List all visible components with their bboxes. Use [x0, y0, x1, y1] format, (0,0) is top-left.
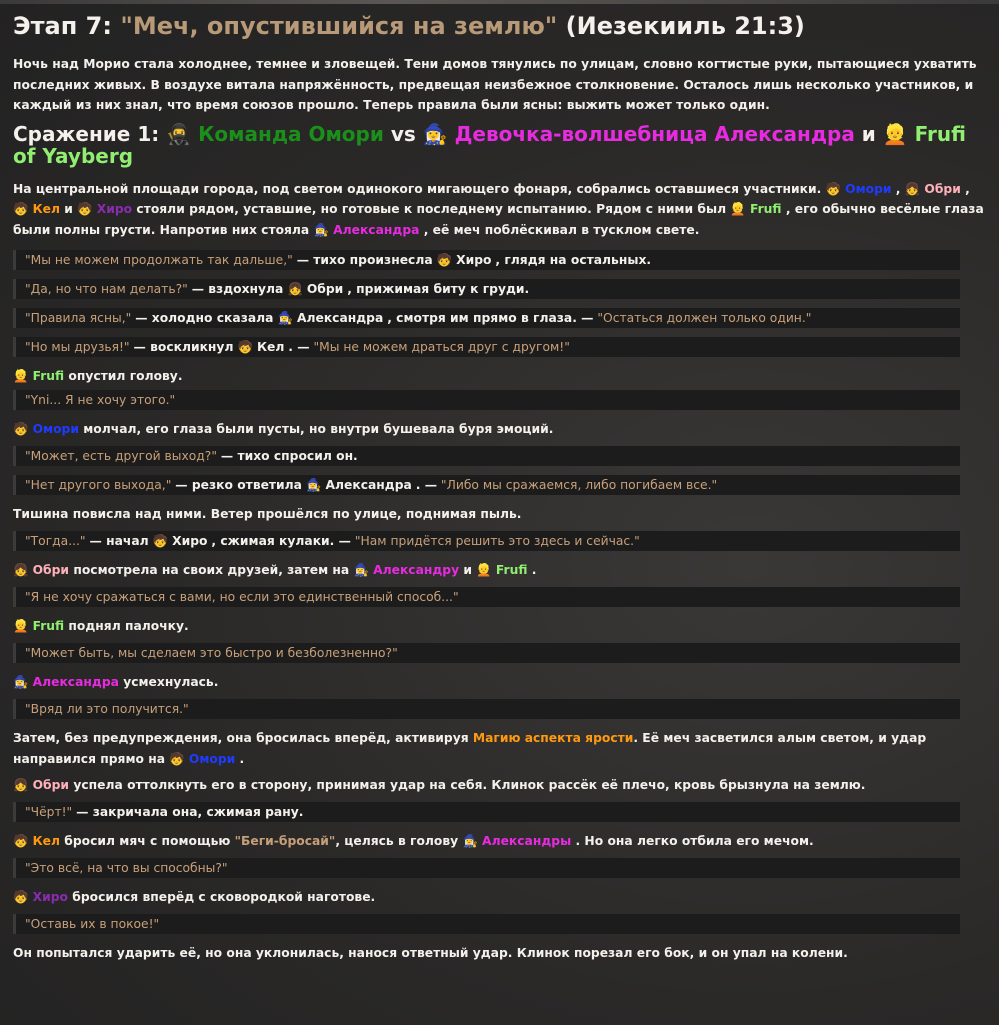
quote-tail: , сжимая кулаки. —: [211, 534, 351, 548]
stage-reference: (Иезекииль 21:3): [565, 12, 805, 40]
name-hiro: Хиро: [456, 253, 492, 267]
quote-block: [13, 858, 960, 878]
quote-text: "Остаться должен только один.": [597, 311, 812, 325]
quote-block: [13, 390, 960, 410]
name-alexandra: Александра: [296, 311, 384, 325]
name-frufi: Frufi: [32, 619, 65, 633]
quote-text: "Yni... Я не хочу этого.": [25, 393, 176, 407]
name-obri: Обри: [32, 778, 70, 792]
quote-block: [13, 250, 960, 270]
name-omori: Омори: [32, 422, 79, 436]
text: На центральной площади города, под светом одинокого мигающего фонаря, собрались оставшиеся участники. 🧒: [13, 181, 841, 196]
quote-text: "Либо мы сражаемся, либо погибаем все.": [440, 478, 718, 492]
quote-block: [13, 531, 960, 551]
quote-text: "Я не хочу сражаться с вами, но если это единственный способ...": [25, 590, 459, 604]
story-paragraph: На центральной площади города, под светом одинокого мигающего фонаря, собрались оставшиеся участники. 🧒 Омори , 👧 Обри , 🧒 Кел и 🧒 Хиро стояли рядом, уставшие, но готовые к последнему испытанию. Рядом с ними был 👱 Frufi , его обычно весёлые глаза были полны грусти. Напротив них стояла 🧙‍♀️ Александра , её меч поблёскивал в тусклом свете.: [13, 181, 984, 237]
quote-text: "Мы не можем продолжать так дальше,": [25, 253, 293, 267]
quote-tail: . —: [288, 340, 310, 354]
quote-speaker: — резко ответила 🧙‍♀️: [175, 478, 322, 492]
text: успела оттолкнуть его в сторону, принимая удар на себя. Клинок рассёк её плечо, кровь брызнула на землю.: [73, 778, 866, 792]
name-omori: Омори: [845, 181, 892, 196]
name-omori: Омори: [188, 751, 236, 766]
name-hiro: Хиро: [96, 202, 133, 216]
quote-text: "Нет другого выхода,": [25, 478, 172, 492]
quote-block: [13, 802, 960, 822]
quote-speaker: — холодно сказала 🧙‍♀️: [135, 311, 294, 325]
text: . Её меч засветился алым светом, и удар направился прямо на 🧒: [13, 731, 927, 766]
top-toolbar-strip: [0, 0, 999, 4]
name-frufi: Frufi: [32, 369, 65, 383]
quote-text: "Это всё, на что вы способны?": [25, 861, 228, 875]
name-kel: Кел: [32, 202, 60, 216]
name-alexandra: Александры: [482, 834, 572, 848]
name-alexandra: Александра: [325, 478, 412, 492]
quote-speaker: — закричала она, сжимая рану.: [76, 805, 304, 819]
name-frufi: Frufi: [495, 563, 528, 577]
story-line: 🧒 Хиро бросился вперёд с сковородкой наготове.: [13, 890, 376, 904]
name-obri: Обри: [32, 563, 70, 577]
text: бросил мяч с помощью: [64, 834, 231, 848]
quote-text: "Тогда...": [25, 534, 86, 548]
story-line: 👧 Обри успела оттолкнуть его в сторону, принимая удар на себя. Клинок рассёк её плечо, кровь брызнула на землю.: [13, 778, 866, 792]
story-line: 👧 Обри посмотрела на своих друзей, затем на 🧙‍♀️ Александру и 👱 Frufi .: [13, 563, 537, 577]
team-omori: Команда Омори: [198, 121, 384, 146]
quote-tail: , смотря им прямо в глаза. —: [387, 311, 594, 325]
quote-text: "Вряд ли это получится.": [25, 702, 189, 716]
text: посмотрела на своих друзей, затем на 🧙‍♀️: [73, 563, 369, 577]
text: опустил голову.: [68, 369, 183, 383]
quote-block: [13, 587, 960, 607]
text: молчал, его глаза были пусты, но внутри бушевала буря эмоций.: [83, 422, 554, 436]
vs-label: vs 🧙‍♀️: [390, 121, 448, 146]
team-frufi: Frufi of Yayberg: [13, 121, 966, 168]
quote-speaker: — тихо спросил он.: [220, 449, 358, 463]
name-alexandra: Александру: [373, 563, 460, 577]
text: , её меч поблёскивал в тусклом свете.: [423, 222, 700, 237]
name-frufi: Frufi: [749, 202, 782, 216]
stage-quote: "Меч, опустившийся на землю": [120, 12, 558, 40]
battle-heading: [13, 123, 987, 167]
text: поднял палочку.: [68, 619, 189, 633]
name-kel: Кел: [32, 834, 60, 848]
quote-text: "Чёрт!": [25, 805, 73, 819]
name-alexandra: Александра: [333, 222, 420, 237]
text: Затем, без предупреждения, она бросилась вперёд, активируя: [13, 731, 469, 745]
text: стояли рядом, уставшие, но готовые к последнему испытанию. Рядом с ними был 👱: [136, 202, 746, 216]
quote-speaker: — воскликнул 🧒: [133, 340, 254, 354]
story-paragraph: Затем, без предупреждения, она бросилась вперёд, активируя Магию аспекта ярости. Её меч засветился алым светом, и удар направился прямо на 🧒 Омори .: [13, 731, 927, 766]
name-hiro: Хиро: [32, 890, 68, 904]
quote-block: [13, 279, 960, 299]
quote-block: [13, 446, 960, 466]
quote-block: [13, 337, 960, 357]
quote-text: "Может, есть другой выход?": [25, 449, 217, 463]
text: бросился вперёд с сковородкой наготове.: [72, 890, 376, 904]
quote-text: "Мы не можем драться друг с другом!": [313, 340, 570, 354]
and-label: и 👱: [861, 121, 908, 146]
quote-tail: , прижимая биту к груди.: [347, 282, 530, 296]
text: , целясь в голову 🧙‍♀️: [335, 834, 478, 848]
story-line: 👱 Frufi опустил голову.: [13, 369, 183, 383]
quote-text: "Но мы друзья!": [25, 340, 130, 354]
intro-paragraph: Ночь над Морио стала холоднее, темнее и зловещей. Тени домов тянулись по улицам, словно когтистые руки, пытающиеся ухватить последних живых. В воздухе витала напряжённость, предвещая неизбежное столкновение. Осталось лишь несколько участников, и каждый из них знал, что время союзов прошло. Теперь правила были ясны: выжить может только один.: [13, 57, 977, 112]
story-line: Он попытался ударить её, но она уклонилась, нанося ответный удар. Клинок порезал его бок, и он упал на колени.: [13, 946, 848, 960]
quote-block: [13, 643, 960, 663]
name-kel: Кел: [256, 340, 285, 354]
skill-name: "Беги-бросай": [234, 834, 336, 848]
story-line: Тишина повисла над ними. Ветер прошёлся по улице, поднимая пыль.: [13, 507, 522, 521]
name-obri: Обри: [306, 282, 344, 296]
text: . Но она легко отбила его мечом.: [575, 834, 814, 848]
text: усмехнулась.: [123, 675, 219, 689]
quote-block: [13, 914, 960, 934]
quote-text: "Нам придётся решить это здесь и сейчас.": [354, 534, 640, 548]
story-line: 🧒 Кел бросил мяч с помощью "Беги-бросай", целясь в голову 🧙‍♀️ Александры . Но она легко отбила его мечом.: [13, 834, 814, 848]
name-obri: Обри: [924, 181, 961, 196]
stage-title: [13, 12, 987, 40]
quote-block: [13, 699, 960, 719]
quote-block: [13, 308, 960, 328]
battle-prefix: Сражение 1: 🥷: [13, 121, 192, 146]
quote-text: "Да, но что нам делать?": [25, 282, 188, 296]
story-line: 🧙‍♀️ Александра усмехнулась.: [13, 675, 219, 689]
name-alexandra: Александра: [32, 675, 119, 689]
stage-label: Этап 7:: [13, 12, 112, 40]
story-line: 👱 Frufi поднял палочку.: [13, 619, 189, 633]
quote-text: "Может быть, мы сделаем это быстро и безболезненно?": [25, 646, 398, 660]
quote-text: "Правила ясны,": [25, 311, 132, 325]
quote-tail: . —: [415, 478, 437, 492]
quote-text: "Оставь их в покое!": [25, 917, 160, 931]
quote-block: [13, 475, 960, 495]
quote-tail: , глядя на остальных.: [495, 253, 652, 267]
quote-speaker: — вздохнула 👧: [191, 282, 303, 296]
story-line: 🧒 Омори молчал, его глаза были пусты, но внутри бушевала буря эмоций.: [13, 422, 554, 436]
quote-speaker: — тихо произнесла 🧒: [296, 253, 453, 267]
skill-name: Магию аспекта ярости: [472, 731, 634, 745]
quote-speaker: — начал 🧒: [89, 534, 169, 548]
text: , его обычно весёлые глаза были полны грусти. Напротив них стояла 🧙‍♀️: [13, 202, 984, 237]
name-hiro: Хиро: [172, 534, 208, 548]
team-alexandra: Девочка-волшебница Александра: [454, 121, 855, 146]
